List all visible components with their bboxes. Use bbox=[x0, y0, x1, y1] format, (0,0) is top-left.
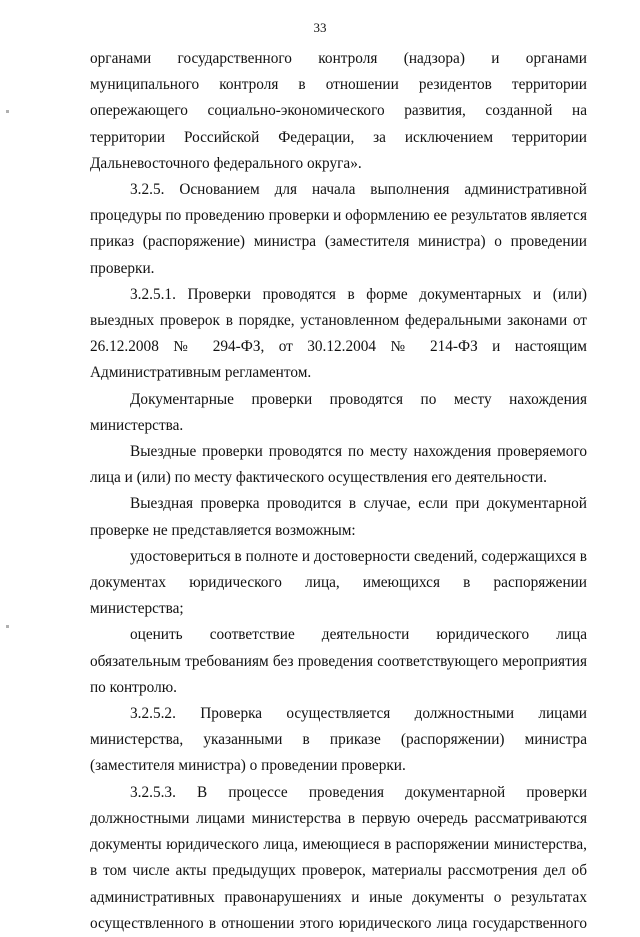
paragraph: Выездная проверка проводится в случае, если при документарной проверке не представляется возможным: bbox=[90, 495, 587, 539]
paragraph: органами государственного контроля (надзора) и органами муниципального контроля в отношении резидентов территории опережающего социально-экономического развития, созданной на территории Российской Федерации, за исключением территории Дальневосточного федерального округа». bbox=[90, 50, 587, 172]
document-body bbox=[90, 46, 587, 937]
paragraph: 3.2.5.2. Проверка осуществляется должностными лицами министерства, указанными в приказе (распоряжении) министра (заместителя министра) о проведении проверки. bbox=[90, 705, 587, 775]
paragraph: Выездные проверки проводятся по месту нахождения проверяемого лица и (или) по месту фактического осуществления его деятельности. bbox=[90, 443, 587, 487]
paragraph: оценить соответствие деятельности юридического лица обязательным требованиям без проведения соответствующего мероприятия по контролю. bbox=[90, 626, 587, 696]
page-number: 33 bbox=[313, 20, 327, 35]
scan-margin-mark bbox=[6, 625, 9, 628]
paragraph: 3.2.5.3. В процессе проведения документарной проверки должностными лицами министерства в первую очередь рассматриваются документы юридического лица, имеющиеся в распоряжении министерства, в том числе акты предыдущих проверок, материалы рассмотрения дел об административных правонарушениях и иные документы о результатах осуществленного в отношении этого юридического лица государственного bbox=[90, 783, 587, 932]
scan-margin-mark bbox=[6, 110, 9, 113]
paragraph: 3.2.5.1. Проверки проводятся в форме документарных и (или) выездных проверок в порядке, установленном федеральными законами от 26.12.2008 № 294-ФЗ, от 30.12.2004 № 214-ФЗ и настоящим Административным регламентом. bbox=[90, 285, 587, 382]
paragraph: 3.2.5. Основанием для начала выполнения административной процедуры по проведению проверки и оформлению ее результатов является приказ (распоряжение) министра (заместителя министра) о проведении проверки. bbox=[90, 181, 587, 277]
paragraph: Документарные проверки проводятся по месту нахождения министерства. bbox=[90, 390, 587, 434]
paragraph: удостовериться в полноте и достоверности сведений, содержащихся в документах юридического лица, имеющихся в распоряжении министерства; bbox=[90, 547, 587, 618]
